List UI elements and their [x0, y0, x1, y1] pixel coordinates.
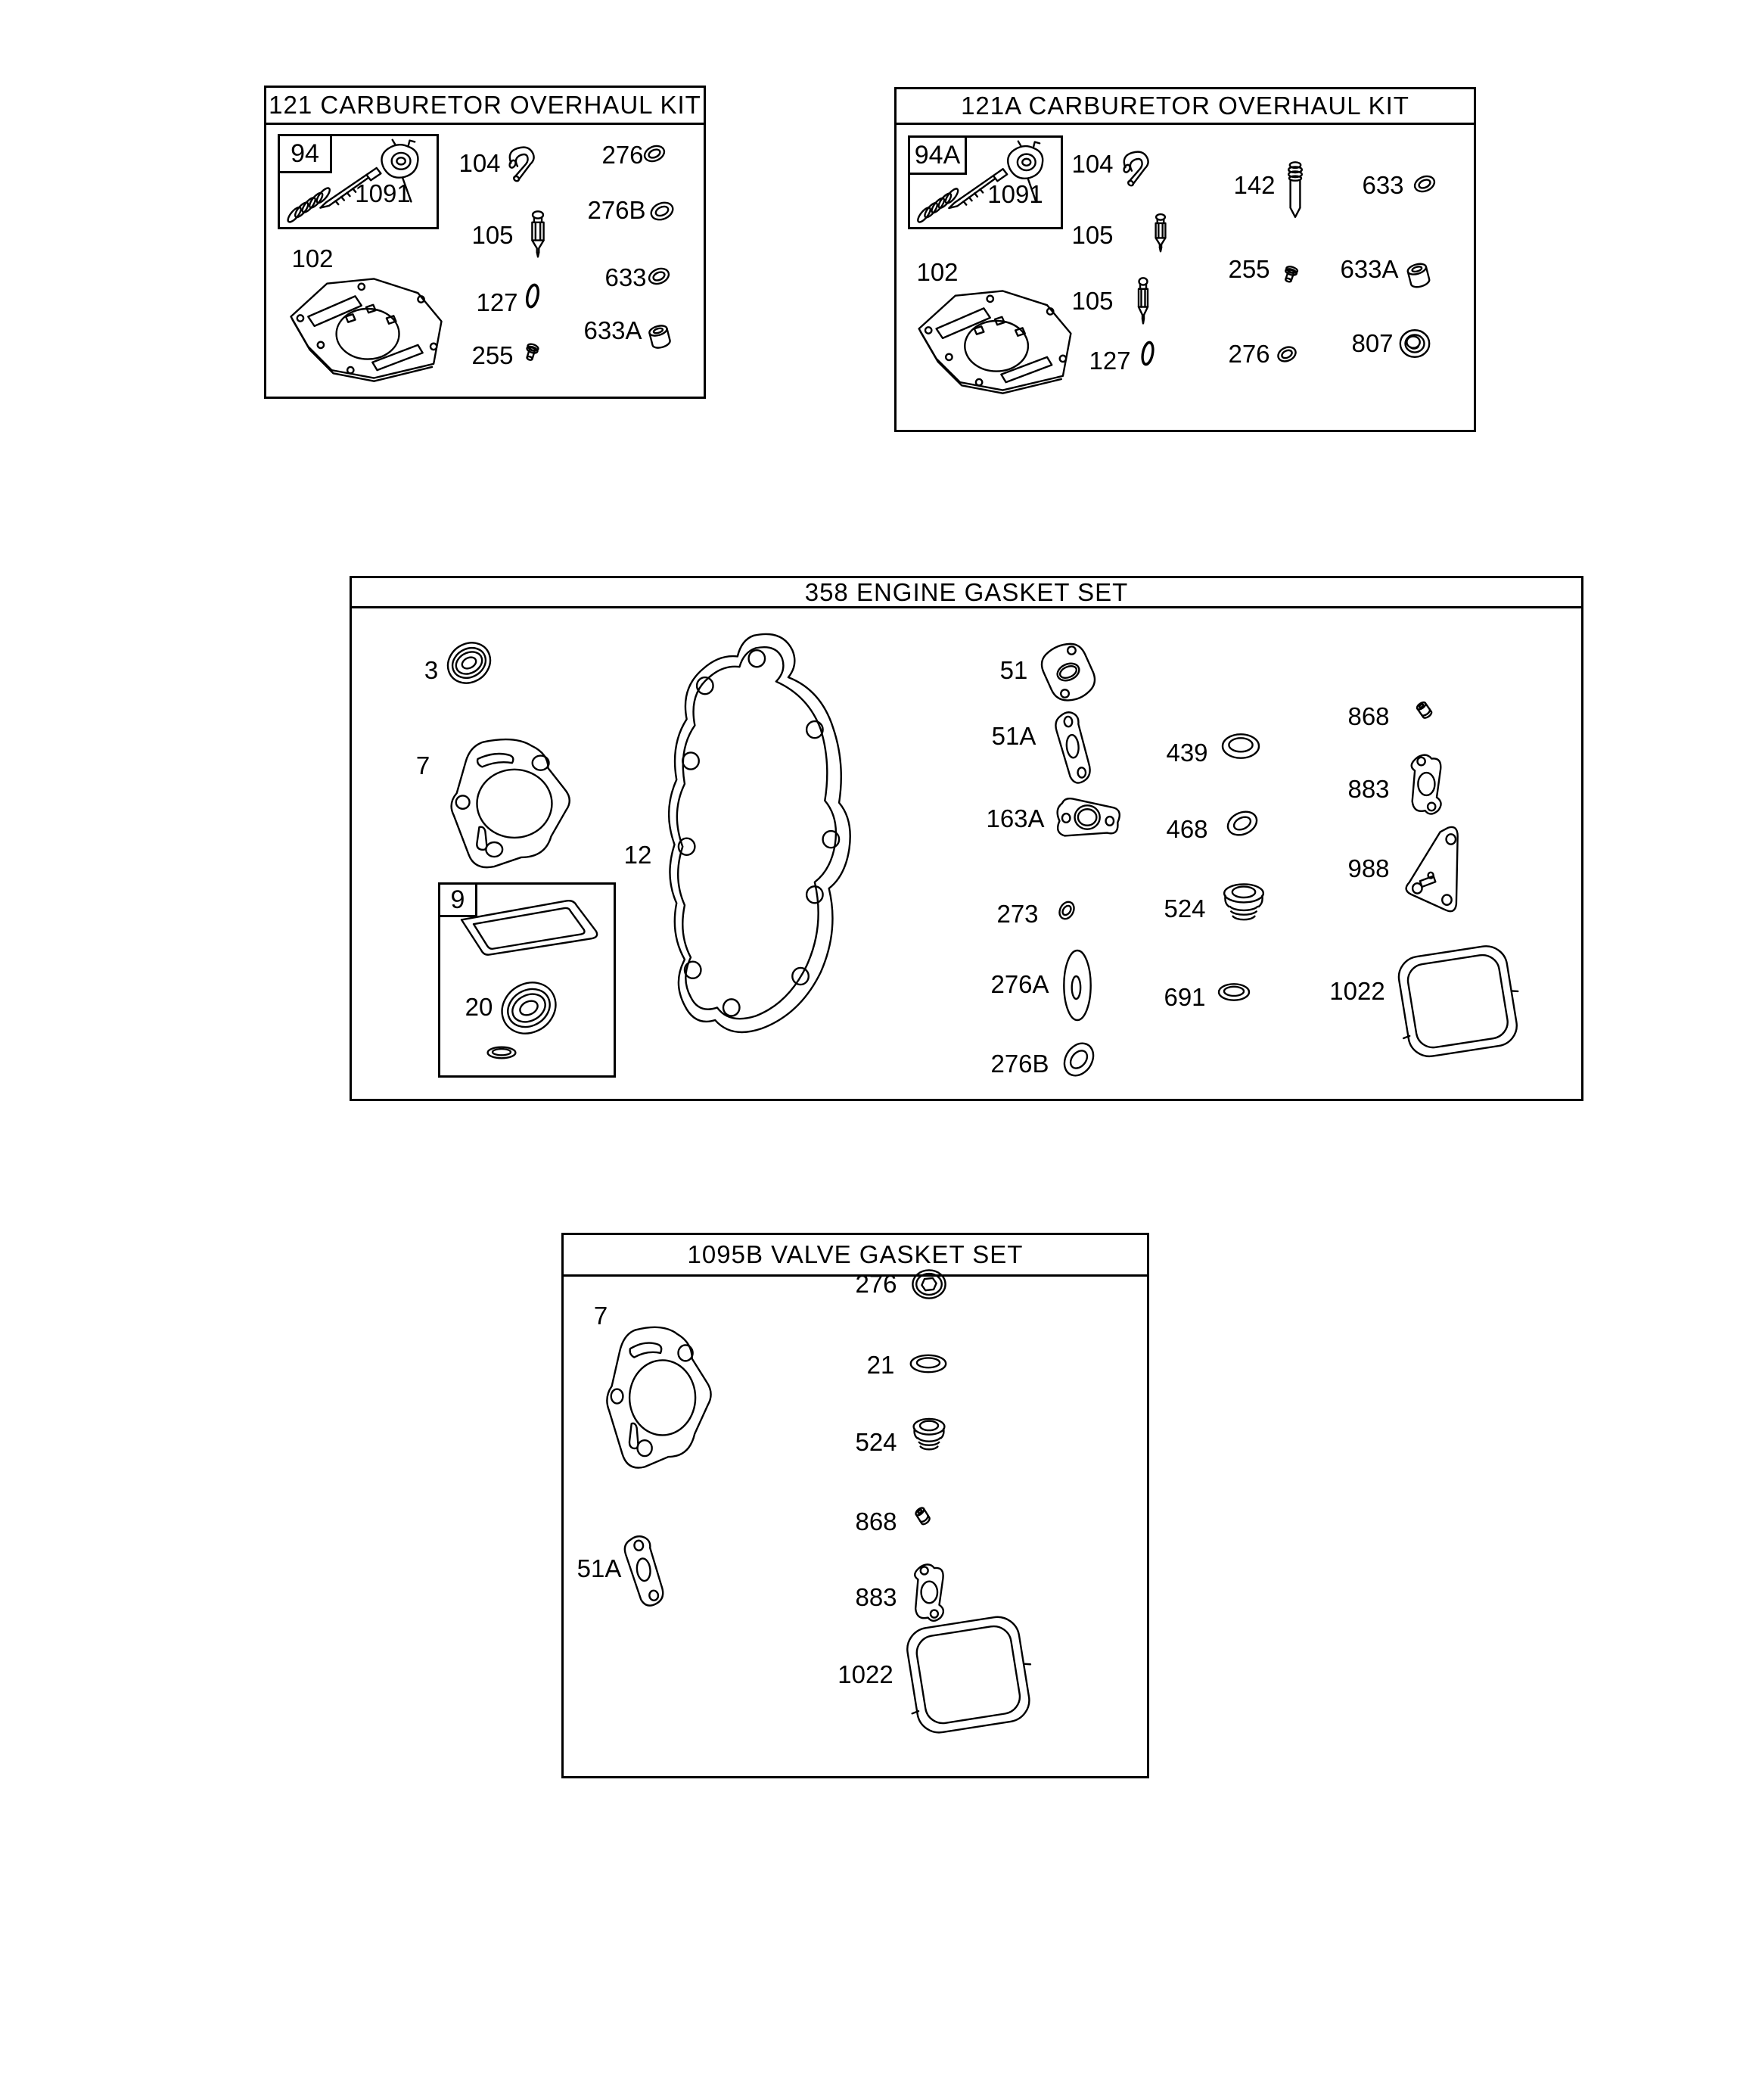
part-number-label: 7 [593, 1302, 608, 1330]
part-number-label: 276B [587, 196, 646, 224]
intake-gasket-icon [1052, 784, 1124, 851]
oil-seal-icon [496, 972, 561, 1044]
part-number-label: 105 [1071, 221, 1114, 249]
panel-title: 358 ENGINE GASKET SET [352, 578, 1581, 608]
valve-guide-bushing-icon [909, 1501, 937, 1532]
part-number-label: 276 [601, 141, 644, 169]
part-number-label: 12 [623, 841, 652, 869]
crankcase-gasket-icon [652, 625, 866, 1064]
part-number-label: 273 [996, 900, 1039, 928]
part-number-label: 51 [999, 656, 1028, 684]
o-ring-icon [645, 263, 673, 289]
part-number-label: 276 [855, 1270, 897, 1298]
part-number-label: 439 [1166, 739, 1208, 767]
o-ring-icon [646, 197, 678, 226]
bushing-icon [1401, 257, 1436, 294]
needle-valve-icon [1148, 213, 1173, 254]
part-number-label: 883 [855, 1583, 897, 1611]
sub-kit-label: 94 [278, 134, 332, 173]
o-ring-icon [1221, 804, 1263, 843]
part-number-label: 633 [604, 263, 647, 291]
valve-cover-gasket-icon [899, 1610, 1038, 1741]
oil-seal-icon [443, 634, 495, 692]
triangular-gasket-icon [1401, 823, 1462, 917]
o-ring-icon [1056, 896, 1077, 925]
flat-washer-icon [1058, 947, 1097, 1023]
flanged-bushing-icon [516, 338, 546, 369]
part-number-label: 1022 [838, 1660, 893, 1688]
part-number-label: 468 [1166, 815, 1208, 843]
panel-title: 121 CARBURETOR OVERHAUL KIT [266, 88, 704, 125]
part-number-label: 868 [855, 1507, 897, 1535]
part-number-label: 633 [1362, 171, 1404, 199]
sealing-washer-icon [1218, 725, 1263, 767]
panel-title: 1095B VALVE GASKET SET [564, 1235, 1147, 1277]
part-number-label: 105 [471, 221, 514, 249]
part-number-label: 105 [1071, 287, 1114, 315]
part-number-label: 276B [990, 1050, 1049, 1078]
o-ring-icon [1274, 342, 1300, 366]
carburetor-gasket-icon [1035, 633, 1102, 711]
mounting-plate-gasket-icon [280, 269, 452, 387]
part-number-label: 524 [855, 1428, 897, 1456]
part-number-label: 104 [1071, 150, 1114, 178]
part-number-label: 633A [1340, 255, 1399, 283]
valve-guide-bushing-icon [1410, 696, 1439, 725]
o-ring-icon [640, 141, 669, 166]
part-number-label: 21 [866, 1351, 895, 1379]
part-number-label: 255 [1228, 255, 1270, 283]
rocker-cover-gasket-icon [451, 894, 602, 959]
o-ring-icon [1410, 171, 1439, 197]
kit-panel-set-1095b [561, 1233, 1149, 1778]
part-number-label: 20 [465, 993, 493, 1021]
part-number-label: 127 [476, 288, 518, 316]
threaded-plug-icon [1215, 876, 1273, 931]
part-number-label: 883 [1347, 775, 1390, 803]
port-gasket-icon [1398, 751, 1450, 817]
part-number-label: 51A [576, 1554, 622, 1582]
part-number-label: 51A [991, 722, 1036, 750]
sealing-washer-icon [1215, 978, 1253, 1006]
float-bowl-gasket-icon [1135, 336, 1161, 371]
part-number-label: 104 [458, 149, 501, 177]
part-number-label: 276A [990, 970, 1049, 998]
part-number-label: 102 [291, 244, 334, 272]
part-number-label: 868 [1347, 702, 1390, 730]
sub-kit-label: 94A [908, 135, 967, 175]
part-number-label: 1091 [355, 179, 411, 207]
bushing-icon [643, 319, 676, 354]
mounting-plate-gasket-icon [908, 282, 1082, 400]
part-number-label: 7 [415, 751, 430, 779]
exhaust-gasket-icon [1053, 709, 1092, 788]
round-seal-icon [1397, 325, 1433, 362]
o-ring-icon [1058, 1032, 1100, 1087]
needle-screw-icon [1283, 160, 1307, 224]
part-number-label: 524 [1164, 894, 1206, 922]
sub-kit-label: 9 [438, 882, 477, 917]
float-bowl-gasket-icon [519, 278, 546, 313]
sealing-washer-icon [484, 1043, 519, 1062]
part-number-label: 691 [1164, 983, 1206, 1011]
part-number-label: 127 [1089, 347, 1131, 375]
sealing-washer-icon [906, 1349, 950, 1379]
part-number-label: 142 [1233, 171, 1276, 199]
hex-socket-plug-icon [906, 1262, 952, 1306]
cotter-pin-icon [1117, 148, 1155, 188]
part-number-label: 1022 [1329, 977, 1385, 1005]
valve-cover-gasket-icon [1391, 940, 1525, 1064]
panel-title: 121A CARBURETOR OVERHAUL KIT [897, 89, 1474, 125]
needle-valve-icon [1132, 277, 1155, 327]
part-number-label: 276 [1228, 340, 1270, 368]
part-number-label: 988 [1347, 854, 1390, 882]
needle-valve-icon [524, 210, 552, 260]
cotter-pin-icon [502, 144, 540, 183]
part-number-label: 3 [424, 656, 439, 684]
part-number-label: 255 [471, 341, 514, 369]
part-number-label: 1091 [987, 180, 1043, 208]
threaded-plug-icon [906, 1412, 952, 1459]
part-number-label: 163A [986, 804, 1045, 832]
exhaust-gasket-icon [622, 1533, 666, 1610]
part-number-label: 633A [583, 316, 642, 344]
part-number-label: 807 [1351, 329, 1394, 357]
cylinder-head-gasket-icon [437, 734, 587, 872]
part-number-label: 102 [916, 258, 959, 286]
cylinder-head-gasket-icon [595, 1321, 726, 1473]
flanged-bushing-icon [1274, 260, 1306, 291]
